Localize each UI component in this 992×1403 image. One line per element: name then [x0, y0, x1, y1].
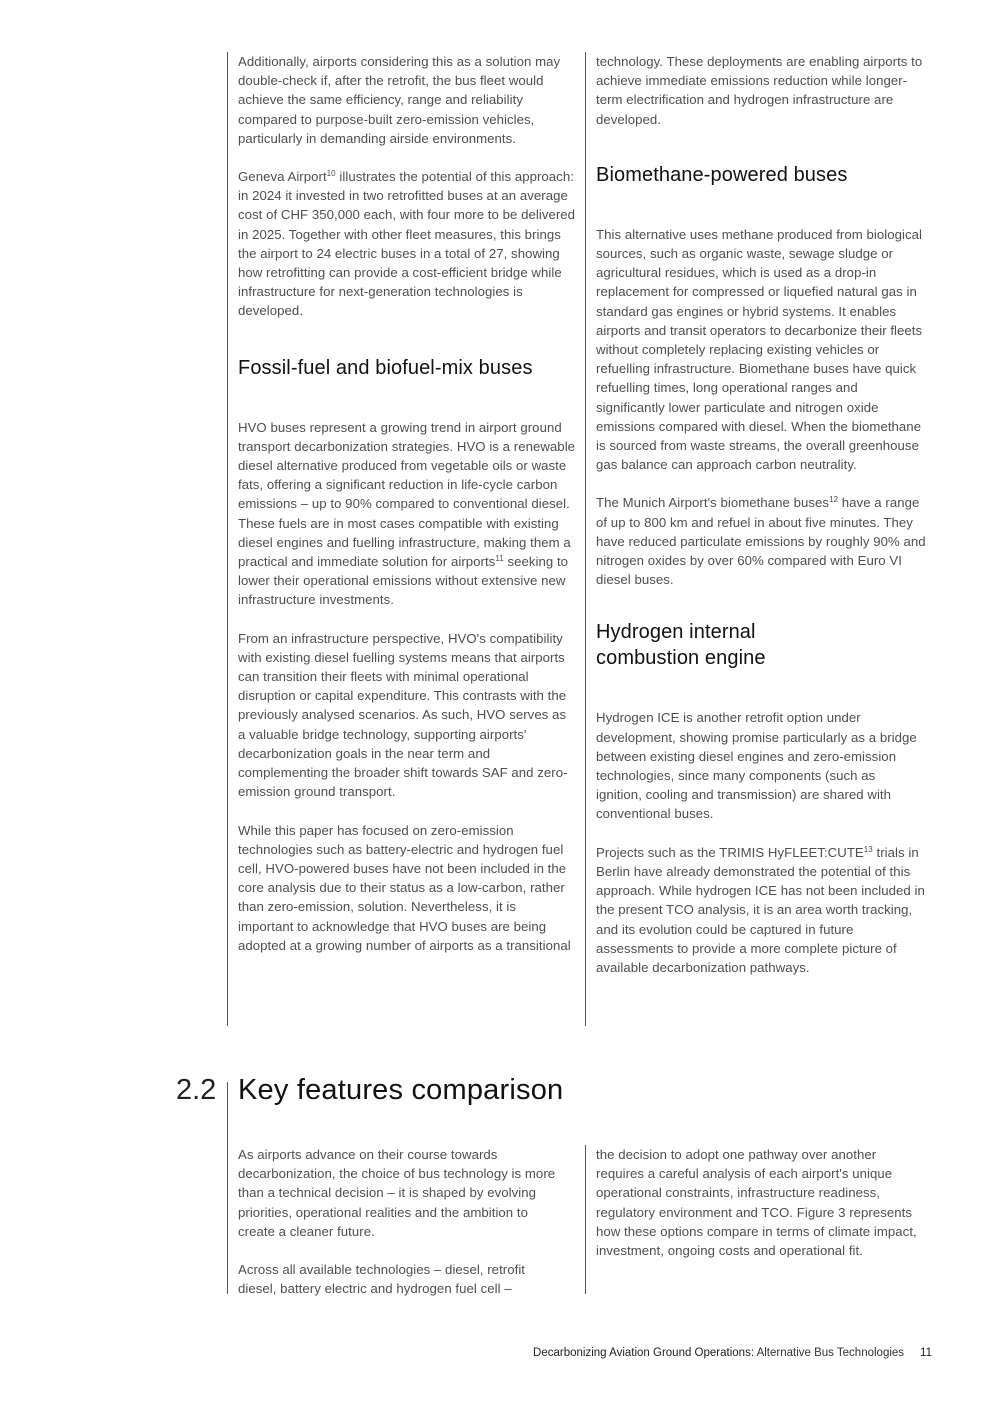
heading-fossil-fuel-buses: Fossil-fuel and biofuel-mix buses [238, 356, 533, 379]
section-right-column [585, 1145, 930, 1294]
paragraph-key-features-intro: As airports advance on their course towards decarbonization, the choice of bus technology is more than a technical decision – it is shaped by evolving priorities, operational realities and the ambition to create a cleaner future. [238, 1147, 556, 1239]
paragraph-hydrogen-ice-intro: Hydrogen ICE is another retrofit option under development, showing promise particularly as a bridge between existing diesel engines and zero-emission technologies, since many components (such as ignition, cooling and transmission) are shared with conventional buses. [596, 710, 917, 822]
section-number: 2.2 [176, 1074, 217, 1106]
left-column-upper [227, 52, 579, 1026]
section-left-column [238, 1145, 558, 1298]
paragraph-decision: the decision to adopt one pathway over another requires a careful analysis of each airport's unique operational constraints, infrastructure readiness, regulatory environment and TCO. Figure 3 represents how these options compare in terms of climate impact, investment, ongoing costs and operational fit. [596, 1147, 917, 1259]
paragraph-hyfleet: Projects such as the TRIMIS HyFLEET:CUTE$^{13}$ trials in Berlin have already demonstrated the potential of this approach. While hydrogen ICE has not been included in the present TCO analysis, it is an area worth tracking, and its evolution could be captured in future assessments to provide a more complete picture of available decarbonization pathways. [596, 844, 925, 975]
paragraph-technologies: Across all available technologies – diesel, retrofit diesel, battery electric and hydrogen fuel cell – [238, 1262, 526, 1297]
footer-title-rest: Alternative Bus Technologies [754, 1347, 905, 1359]
paragraph-hvo-intro: HVO buses represent a growing trend in airport ground transport decarbonization strategies. HVO is a renewable diesel alternative produced from vegetable oils or waste fats, offering a significant reduction in life-cycle carbon emissions – up to 90% compared to conventional diesel. These fuels are in most cases compatible with existing diesel engines and fuelling infrastructure, making them a practical and immediate solution for airports$^{11}$ seeking to lower their operational emissions without extensive new infrastructure investments. [238, 419, 576, 608]
heading-hydrogen-ice: Hydrogen internal combustion engine [596, 621, 766, 670]
paragraph-continuation: technology. These deployments are enabling airports to achieve immediate emissions reduction while longer-term electrification and hydrogen infrastructure are developed. [596, 54, 923, 127]
right-column-upper [585, 52, 930, 1026]
heading-biomethane-buses: Biomethane-powered buses [596, 163, 848, 186]
paragraph-retrofit-caveat: Additionally, airports considering this as a solution may double-check if, after the retrofit, the bus fleet would achieve the same efficiency, range and reliability compared to purpose-built zero-emission vehicles, particularly in demanding airside environments. [238, 54, 561, 146]
footer-title-bold: Decarbonizing Aviation Ground Operations: [533, 1347, 755, 1359]
paragraph-hvo-infrastructure: From an infrastructure perspective, HVO's compatibility with existing diesel fuelling systems means that airports can transition their fleets with minimal operational disruption or capital expenditure. This contrasts with the previously analysed scenarios. As such, HVO serves as a valuable bridge technology, supporting airports' decarbonization goals in the near term and complementing the broader shift towards SAF and zero-emission ground transport. [238, 630, 568, 800]
footnote-ref-12[interactable]: 12 [829, 495, 839, 505]
footnote-ref-13[interactable]: 13 [863, 844, 873, 854]
paragraph-munich: The Munich Airport's biomethane buses$^{12}$ have a range of up to 800 km and refuel in about five minutes. They have reduced particulate emissions by roughly 90% and nitrogen oxides by over 60% compared with Euro VI diesel buses. [596, 495, 926, 588]
paragraph-biomethane-intro: This alternative uses methane produced from biological sources, such as organic waste, sewage sludge or agricultural residues, which is used as a drop-in replacement for compressed or liquefied natural gas in standard gas engines or hybrid systems. It enables airports and transit operators to decarbonize their fleets without completely replacing existing vehicles or refuelling infrastructure. Biomethane buses have quick refuelling times, long operational ranges and significantly lower particulate and nitrogen oxide emissions compared with diesel. When the biomethane is sourced from waste streams, the overall greenhouse gas balance can approach carbon neutrality. [596, 226, 923, 473]
footnote-ref-11[interactable]: 11 [495, 554, 504, 564]
paragraph-geneva: Geneva Airport$^{10}$ illustrates the potential of this approach: in 2024 it invested in two retrofitted buses at an average cost of CHF 350,000 each, with four more to be delivered in 2025. Together with other fleet measures, this brings the airport to 24 electric buses in a total of 27, showing how retrofitting can provide a cost-efficient bridge while infrastructure for next-generation technologies is developed. [238, 169, 576, 319]
section-divider [227, 1082, 228, 1294]
paragraph-hvo-scope: While this paper has focused on zero-emission technologies such as battery-electric and hydrogen fuel cell, HVO-powered buses have not been included in the core analysis due to their status as a low-carbon, rather than zero-emission, solution. Nevertheless, it is important to acknowledge that HVO buses are being adopted at a growing number of airports as a transitional [238, 822, 571, 953]
section-title: Key features comparison [238, 1074, 564, 1106]
footnote-ref-10[interactable]: 10 [326, 169, 336, 179]
page-footer [533, 1347, 932, 1359]
page-number: 11 [920, 1347, 932, 1359]
